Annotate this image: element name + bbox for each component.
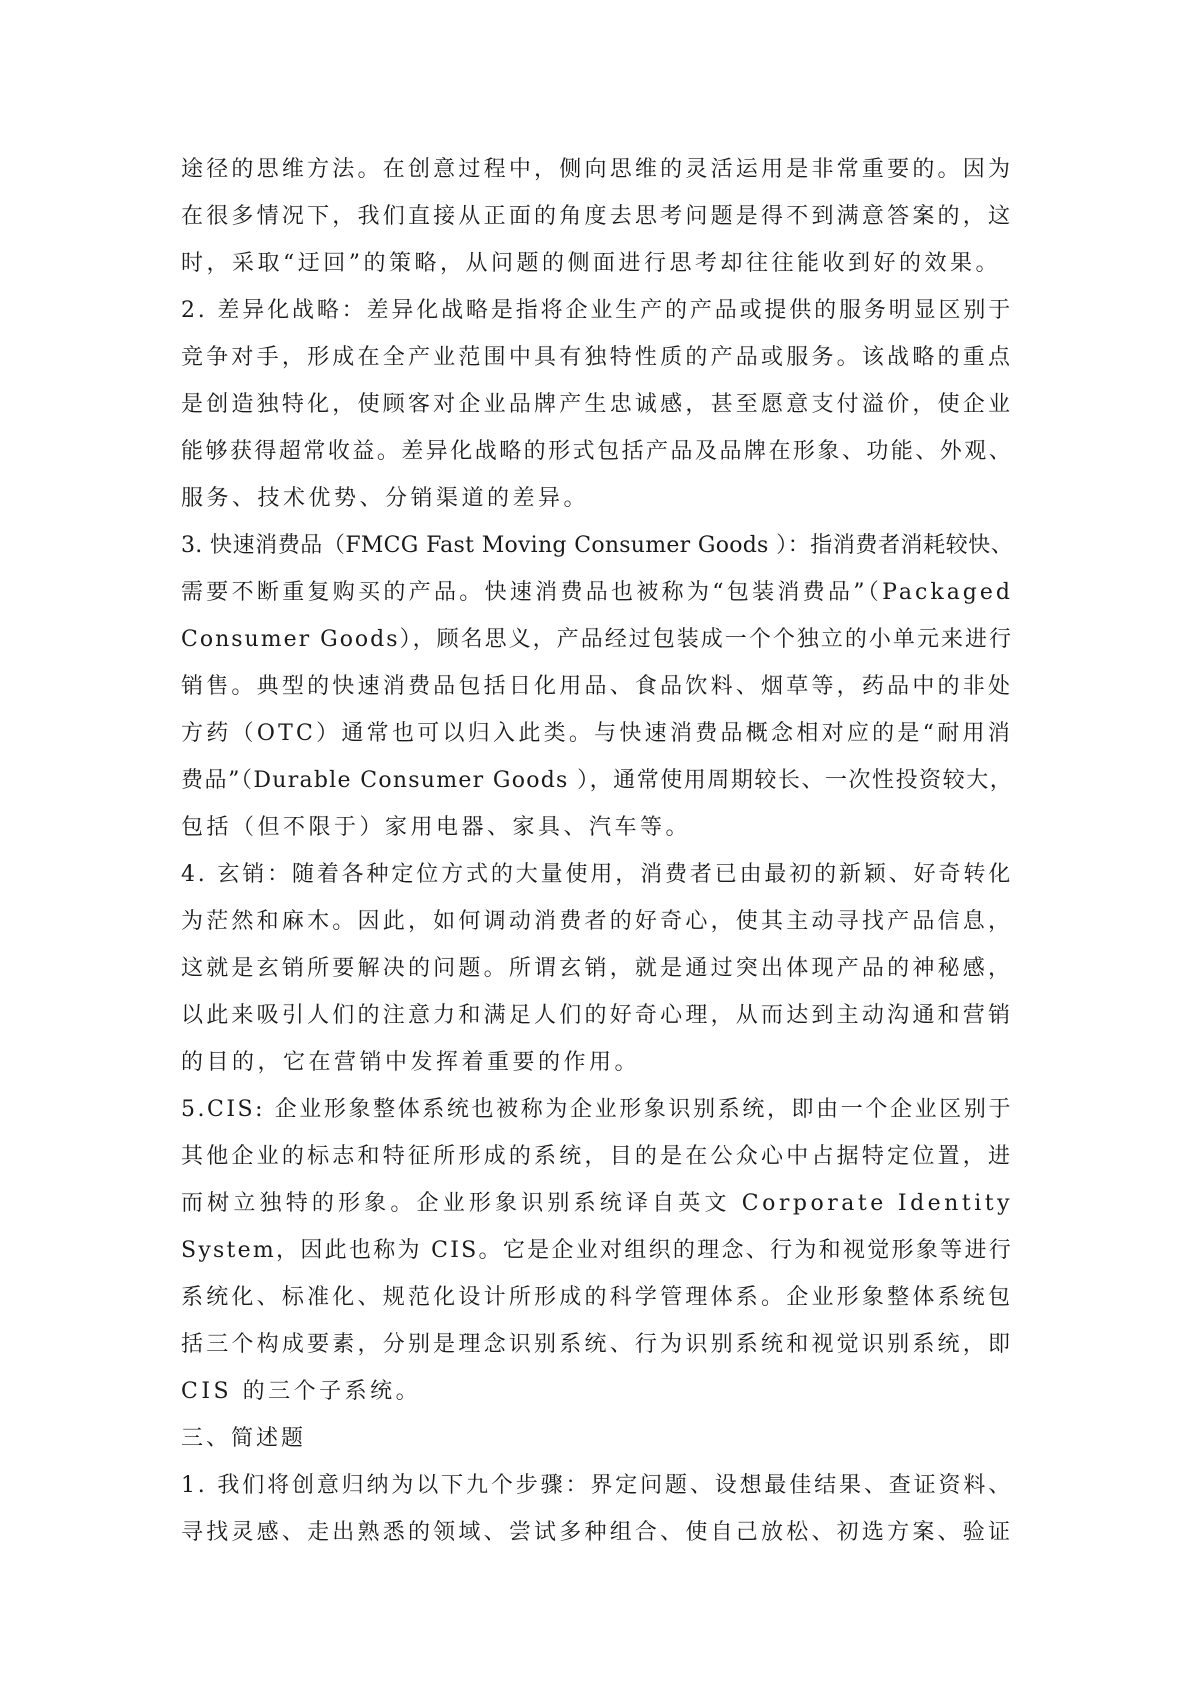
text-line: System，因此也称为 CIS。它是企业对组织的理念、行为和视觉形象等进行 [181, 1238, 1013, 1263]
paragraph-lateral-thinking [181, 146, 1013, 287]
text-line: 能够获得超常收益。差异化战略的形式包括产品及品牌在形象、功能、外观、 [181, 439, 1013, 464]
text-line: 以此来吸引人们的注意力和满足人们的好奇心理，从而达到主动沟通和营销 [181, 1003, 1013, 1028]
text-line: 需要不断重复购买的产品。快速消费品也被称为“包装消费品”（Packaged [181, 580, 1013, 605]
text-line: CIS 的三个子系统。 [181, 1379, 422, 1404]
text-line: 1. 我们将创意归纳为以下九个步骤：界定问题、设想最佳结果、查证资料、 [181, 1473, 1013, 1498]
text-line: 4. 玄销：随着各种定位方式的大量使用，消费者已由最初的新颖、好奇转化 [181, 862, 1013, 887]
document-page [181, 146, 1013, 1556]
paragraph-differentiation-strategy [181, 287, 1013, 522]
section-title: 三、简述题 [181, 1426, 307, 1451]
paragraph-creative-steps [181, 1462, 1013, 1556]
text-line: 服务、技术优势、分销渠道的差异。 [181, 486, 590, 511]
text-line: Consumer Goods），顾名思义，产品经过包装成一个个独立的小单元来进行 [181, 627, 1013, 652]
text-line: 包括（但不限于）家用电器、家具、汽车等。 [181, 815, 692, 840]
text-line: 而树立独特的形象。企业形象识别系统译自英文 Corporate Identity [181, 1191, 1013, 1216]
text-line: 其他企业的标志和特征所形成的系统，目的是在公众心中占据特定位置，进 [181, 1144, 1013, 1169]
text-line: 2. 差异化战略：差异化战略是指将企业生产的产品或提供的服务明显区别于 [181, 298, 1013, 323]
text-line: 这就是玄销所要解决的问题。所谓玄销，就是通过突出体现产品的神秘感， [181, 956, 1013, 981]
paragraph-mystery-marketing [181, 851, 1013, 1086]
text-line: 方药（OTC）通常也可以归入此类。与快速消费品概念相对应的是“耐用消 [181, 721, 1013, 746]
paragraph-fmcg [181, 522, 1013, 851]
text-line: 寻找灵感、走出熟悉的领域、尝试多种组合、使自己放松、初选方案、验证 [181, 1520, 1013, 1545]
text-line: 是创造独特化，使顾客对企业品牌产生忠诚感，甚至愿意支付溢价，使企业 [181, 392, 1013, 417]
text-line: 括三个构成要素，分别是理念识别系统、行为识别系统和视觉识别系统，即 [181, 1332, 1013, 1357]
section-heading [181, 1415, 1013, 1462]
text-line: 销售。典型的快速消费品包括日化用品、食品饮料、烟草等，药品中的非处 [181, 674, 1013, 699]
text-line: 系统化、标准化、规范化设计所形成的科学管理体系。企业形象整体系统包 [181, 1285, 1013, 1310]
text-line: 的目的，它在营销中发挥着重要的作用。 [181, 1050, 641, 1075]
text-line: 5.CIS: 企业形象整体系统也被称为企业形象识别系统，即由一个企业区别于 [181, 1097, 1013, 1122]
text-line: 3. 快速消费品（FMCG Fast Moving Consumer Goods ）：指消费者消耗较快、 [181, 533, 1013, 558]
text-line: 在很多情况下，我们直接从正面的角度去思考问题是得不到满意答案的，这 [181, 204, 1013, 229]
text-line: 竞争对手，形成在全产业范围中具有独特性质的产品或服务。该战略的重点 [181, 345, 1013, 370]
text-line: 途径的思维方法。在创意过程中，侧向思维的灵活运用是非常重要的。因为 [181, 157, 1013, 182]
paragraph-cis [181, 1086, 1013, 1415]
text-line: 时，采取“迂回”的策略，从问题的侧面进行思考却往往能收到好的效果。 [181, 251, 1001, 276]
text-line: 为茫然和麻木。因此，如何调动消费者的好奇心，使其主动寻找产品信息， [181, 909, 1013, 934]
text-line: 费品”（Durable Consumer Goods ），通常使用周期较长、一次性投资较大， [181, 768, 1013, 793]
